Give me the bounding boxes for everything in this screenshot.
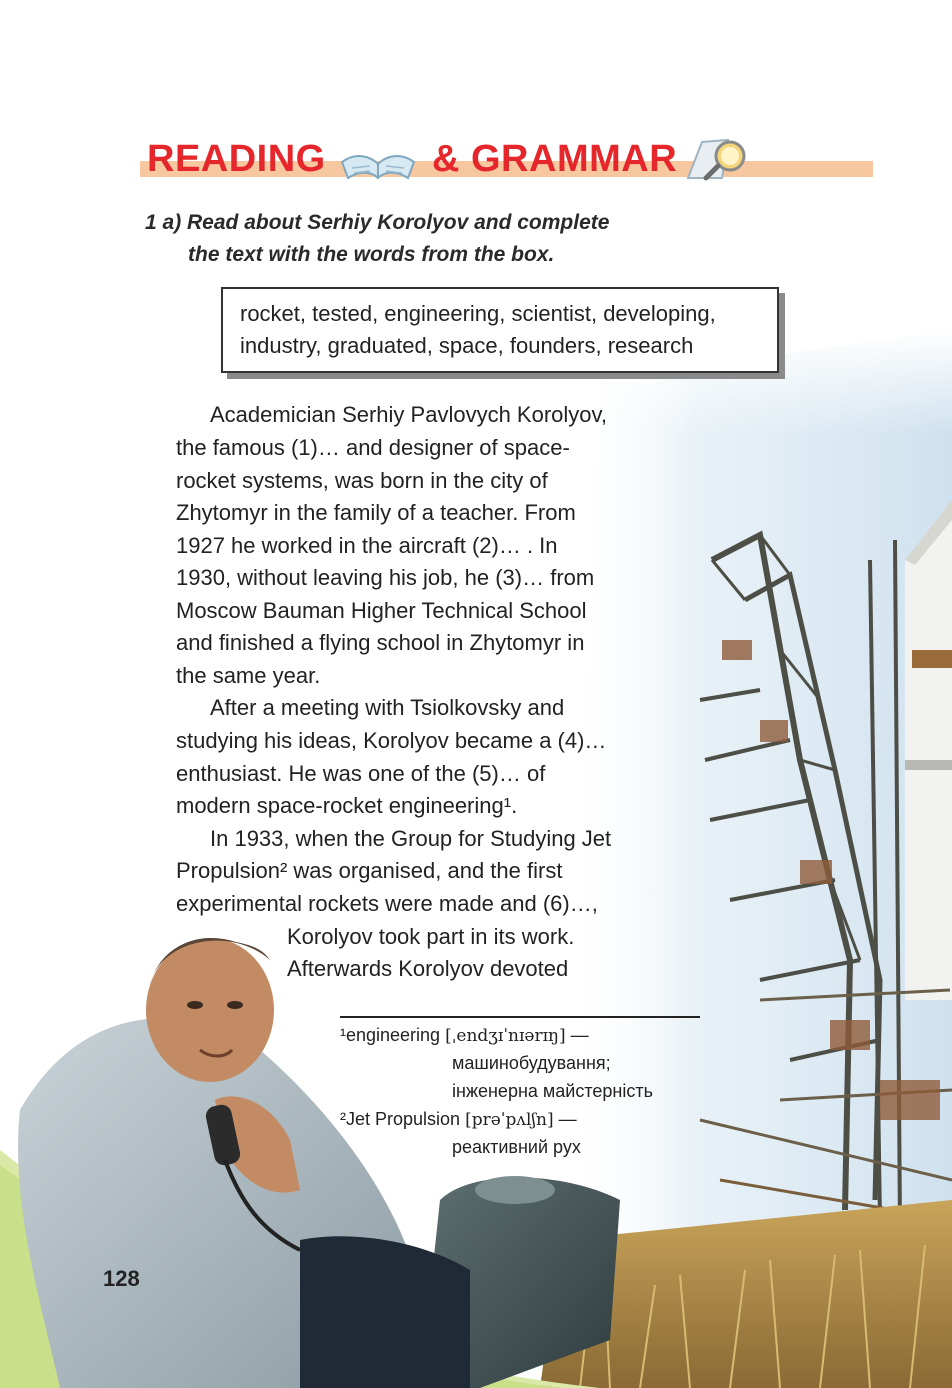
footnote-1-term: ¹engineering [340,1025,441,1045]
footnote-2-dash: — [558,1109,577,1129]
passage-line: Propulsion² was organised, and the first [176,858,563,883]
passage-line: Korolyov took part in its work. [287,924,575,949]
footnote-2 [340,1109,577,1130]
passage-line: the famous (1)… and designer of space- [176,435,570,460]
word-box-line2: industry, graduated, space, founders, research [240,333,694,358]
footnote-2-transcription: [prəˈpʌlʃn] [465,1110,554,1130]
word-box-line1: rocket, tested, engineering, scientist, developing, [240,301,716,326]
footnote-1-translation-2: інженерна майстерність [452,1081,653,1101]
footnote-1-transcription: [ˌendʒɪˈnɪərɪŋ] [445,1026,566,1046]
task-instruction-line1: 1 a) Read about Serhiy Korolyov and complete [145,211,610,234]
footnote-divider [340,1016,700,1018]
rocket [905,500,952,1000]
passage-line: studying his ideas, Korolyov became a (4)… [176,728,607,753]
passage-line: Moscow Bauman Higher Technical School [176,598,587,623]
passage-line: Zhytomyr in the family of a teacher. From [176,500,576,525]
passage-line: 1930, without leaving his job, he (3)… from [176,565,595,590]
passage-line: enthusiast. He was one of the (5)… of [176,761,546,786]
footnote-2-term: ²Jet Propulsion [340,1109,461,1129]
magnifying-glass-icon [682,134,754,182]
task-instruction-line2: the text with the words from the box. [188,243,555,266]
passage-line: 1927 he worked in the aircraft (2)… . In [176,533,558,558]
heading-grammar: & GRAMMAR [432,138,678,180]
open-book-icon [338,138,418,182]
footnote-2-translation-1: реактивний рух [452,1137,581,1157]
passage-line: modern space-rocket engineering¹. [176,793,518,818]
footnote-1-dash: — [570,1025,589,1045]
passage-line: and finished a flying school in Zhytomyr in [176,630,585,655]
passage-line: Afterwards Korolyov devoted [287,956,569,981]
page-number: 128 [103,1266,140,1291]
passage-line: After a meeting with Tsiolkovsky and [210,695,565,720]
word-box [221,287,779,373]
footnote-1 [340,1025,589,1046]
passage-line: experimental rockets were made and (6)…, [176,891,598,916]
passage-line: Academician Serhiy Pavlovych Korolyov, [210,402,607,427]
passage-line: In 1933, when the Group for Studying Jet [210,826,612,851]
passage-line: rocket systems, was born in the city of [176,468,548,493]
passage-line: the same year. [176,663,321,688]
heading-reading: READING [147,138,326,180]
sky-top-fade [560,330,952,630]
footnote-1-translation-1: машинобудування; [452,1053,611,1073]
